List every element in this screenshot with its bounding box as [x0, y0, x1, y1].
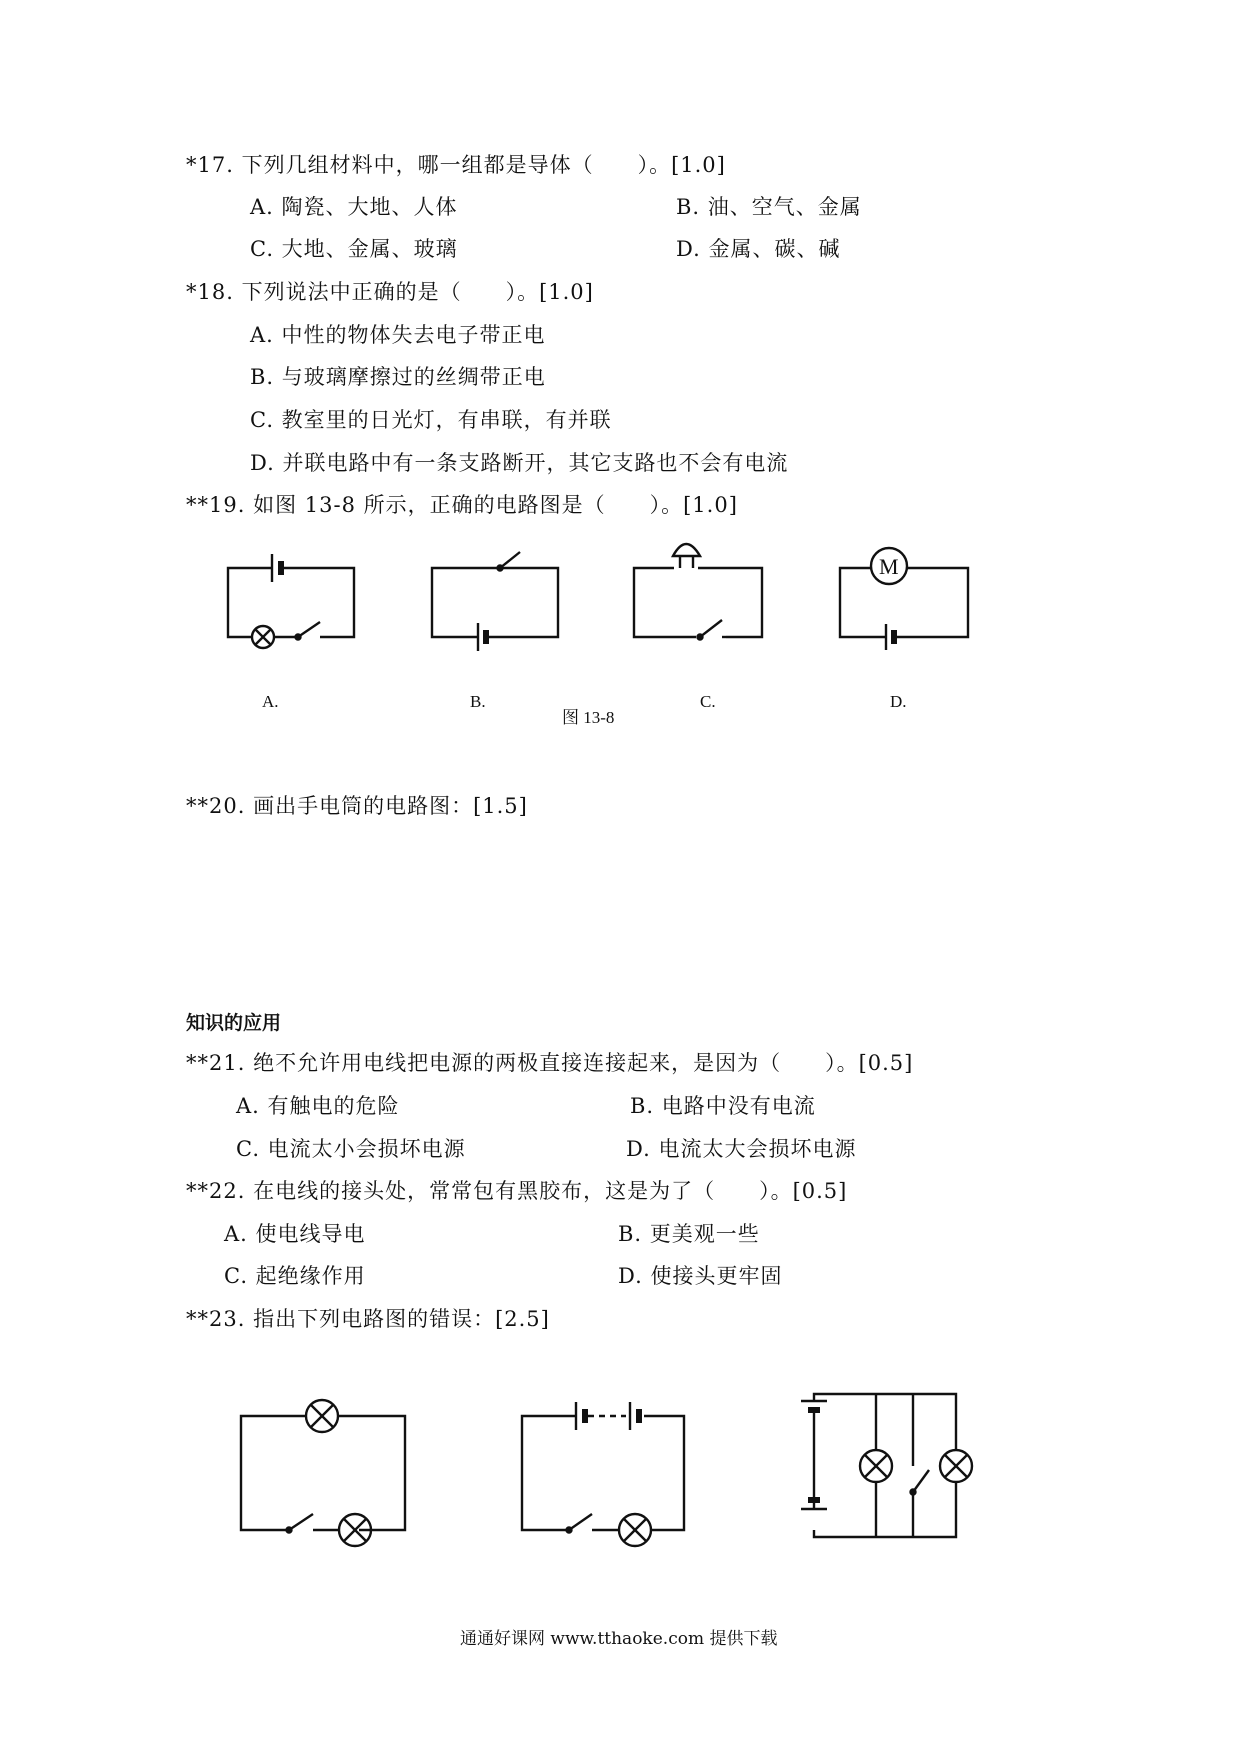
circuit-q23-1: [241, 1400, 405, 1546]
q20-stem: **20. 画出手电筒的电路图：[1.5]: [186, 794, 528, 818]
q22-option-a: A. 使电线导电: [224, 1222, 366, 1246]
q22-stem: **22. 在电线的接头处，常常包有黑胶布，这是为了（ ）。[0.5]: [186, 1179, 848, 1203]
q22-option-c: C. 起绝缘作用: [224, 1264, 366, 1288]
q18-option-c: C. 教室里的日光灯，有串联，有并联: [250, 408, 612, 432]
q23-stem: **23. 指出下列电路图的错误：[2.5]: [186, 1307, 550, 1331]
lamp-symbol: [940, 1450, 972, 1482]
q18-option-a: A. 中性的物体失去电子带正电: [250, 323, 546, 347]
switch-symbol: [274, 622, 320, 640]
q22-option-d: D. 使接头更牢固: [618, 1264, 783, 1288]
motor-letter: M: [879, 554, 899, 579]
battery-symbol: [886, 624, 894, 650]
circuit-c: [634, 544, 762, 641]
q18-stem: *18. 下列说法中正确的是（ ）。[1.0]: [186, 280, 594, 304]
figure-caption: 图 13-8: [562, 708, 615, 727]
motor-symbol: [871, 548, 907, 584]
figure-label-c: C.: [700, 692, 716, 711]
q21-option-b: B. 电路中没有电流: [630, 1094, 816, 1118]
figure-label-a: A.: [262, 692, 279, 711]
switch-symbol: [567, 1514, 620, 1533]
battery-symbol: [801, 1401, 827, 1476]
section-heading: 知识的应用: [186, 1012, 282, 1034]
q18-option-b: B. 与玻璃摩擦过的丝绸带正电: [250, 365, 546, 389]
figure-label-d: D.: [890, 692, 907, 711]
q18-option-d: D. 并联电路中有一条支路断开，其它支路也不会有电流: [250, 451, 789, 475]
switch-symbol: [287, 1514, 340, 1533]
q17-stem: *17. 下列几组材料中，哪一组都是导体（ ）。[1.0]: [186, 153, 726, 177]
q21-stem: **21. 绝不允许用电线把电源的两极直接连接起来，是因为（ ）。[0.5]: [186, 1051, 914, 1075]
circuit-b: [432, 552, 558, 651]
circuit-d: [840, 548, 968, 650]
lamp-symbol: [619, 1514, 651, 1546]
lamp-symbol: [252, 626, 274, 648]
circuit-q23-3: [801, 1394, 972, 1537]
q21-option-c: C. 电流太小会损坏电源: [236, 1137, 466, 1161]
q19-stem: **19. 如图 13-8 所示，正确的电路图是（ ）。[1.0]: [186, 493, 738, 517]
q21-option-d: D. 电流太大会损坏电源: [626, 1137, 857, 1161]
q17-option-d: D. 金属、碳、碱: [676, 237, 841, 261]
switch-symbol: [696, 620, 726, 641]
q17-option-a: A. 陶瓷、大地、人体: [250, 195, 458, 219]
switch-symbol: [911, 1470, 930, 1495]
battery-symbol: [272, 554, 281, 582]
circuit-a: [228, 554, 354, 648]
q17-option-c: C. 大地、金属、玻璃: [250, 237, 458, 261]
q17-option-b: B. 油、空气、金属: [676, 195, 862, 219]
lamp-symbol: [306, 1400, 338, 1432]
lamp-symbol: [860, 1450, 892, 1482]
q22-option-b: B. 更美观一些: [618, 1222, 760, 1246]
battery-symbol: [576, 1402, 639, 1430]
figure-label-b: B.: [470, 692, 486, 711]
q21-option-a: A. 有触电的危险: [236, 1094, 400, 1118]
bell-symbol: [673, 544, 700, 568]
circuit-q23-2: [522, 1402, 684, 1546]
footer-download-note: 通通好课网 www.tthaoke.com 提供下载: [460, 1629, 778, 1649]
battery-symbol: [478, 623, 486, 651]
